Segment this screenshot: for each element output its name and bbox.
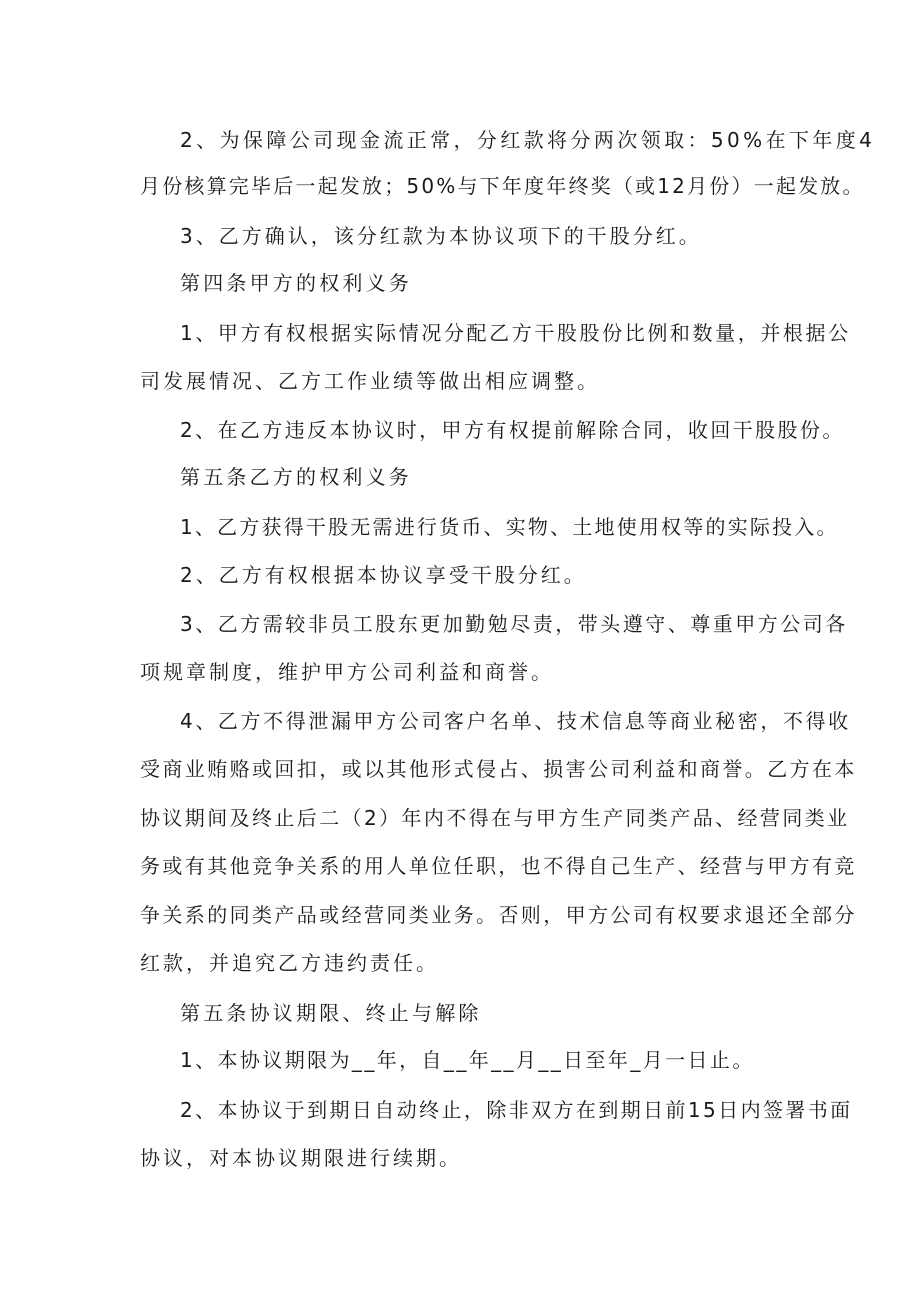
paragraph-line: 月份核算完毕后一起发放；50%与下年度年终奖（或12月份）一起发放。 <box>140 174 865 198</box>
paragraph-line: 3、乙方确认，该分红款为本协议项下的干股分红。 <box>180 224 702 248</box>
paragraph-line: 红款，并追究乙方违约责任。 <box>140 951 439 975</box>
paragraph-line: 协议期间及终止后二（2）年内不得在与甲方生产同类产品、经营同类业 <box>140 806 850 830</box>
paragraph-line: 2、为保障公司现金流正常，分红款将分两次领取：50%在下年度4 <box>180 128 876 152</box>
section-heading: 第五条乙方的权利义务 <box>180 465 412 489</box>
paragraph-line: 协议，对本协议期限进行续期。 <box>140 1146 462 1170</box>
paragraph-line: 项规章制度，维护甲方公司利益和商誉。 <box>140 660 554 684</box>
section-heading: 第四条甲方的权利义务 <box>180 271 412 295</box>
paragraph-line: 1、甲方有权根据实际情况分配乙方干股股份比例和数量，并根据公 <box>180 321 851 345</box>
paragraph-line: 司发展情况、乙方工作业绩等做出相应调整。 <box>140 369 600 393</box>
paragraph-line: 1、本协议期限为__年，自__年__月__日至年_月一日止。 <box>180 1048 755 1072</box>
section-heading: 第五条协议期限、终止与解除 <box>180 1001 482 1025</box>
paragraph-line: 3、乙方需较非员工股东更加勤勉尽责，带头遵守、尊重甲方公司各 <box>180 612 848 636</box>
paragraph-line: 2、在乙方违反本协议时，甲方有权提前解除合同，收回干股股份。 <box>180 418 845 442</box>
paragraph-line: 务或有其他竞争关系的用人单位任职，也不得自己生产、经营与甲方有竞 <box>140 854 857 878</box>
paragraph-line: 2、乙方有权根据本协议享受干股分红。 <box>180 563 587 587</box>
paragraph-line: 1、乙方获得干股无需进行货币、实物、土地使用权等的实际投入。 <box>180 515 839 539</box>
paragraph-line: 受商业贿赂或回扣，或以其他形式侵占、损害公司利益和商誉。乙方在本 <box>140 757 857 781</box>
paragraph-line: 争关系的同类产品或经营同类业务。否则，甲方公司有权要求退还全部分 <box>140 903 857 927</box>
paragraph-line: 4、乙方不得泄漏甲方公司客户名单、技术信息等商业秘密，不得收 <box>180 709 851 733</box>
paragraph-line: 2、本协议于到期日自动终止，除非双方在到期日前15日内签署书面 <box>180 1098 853 1122</box>
